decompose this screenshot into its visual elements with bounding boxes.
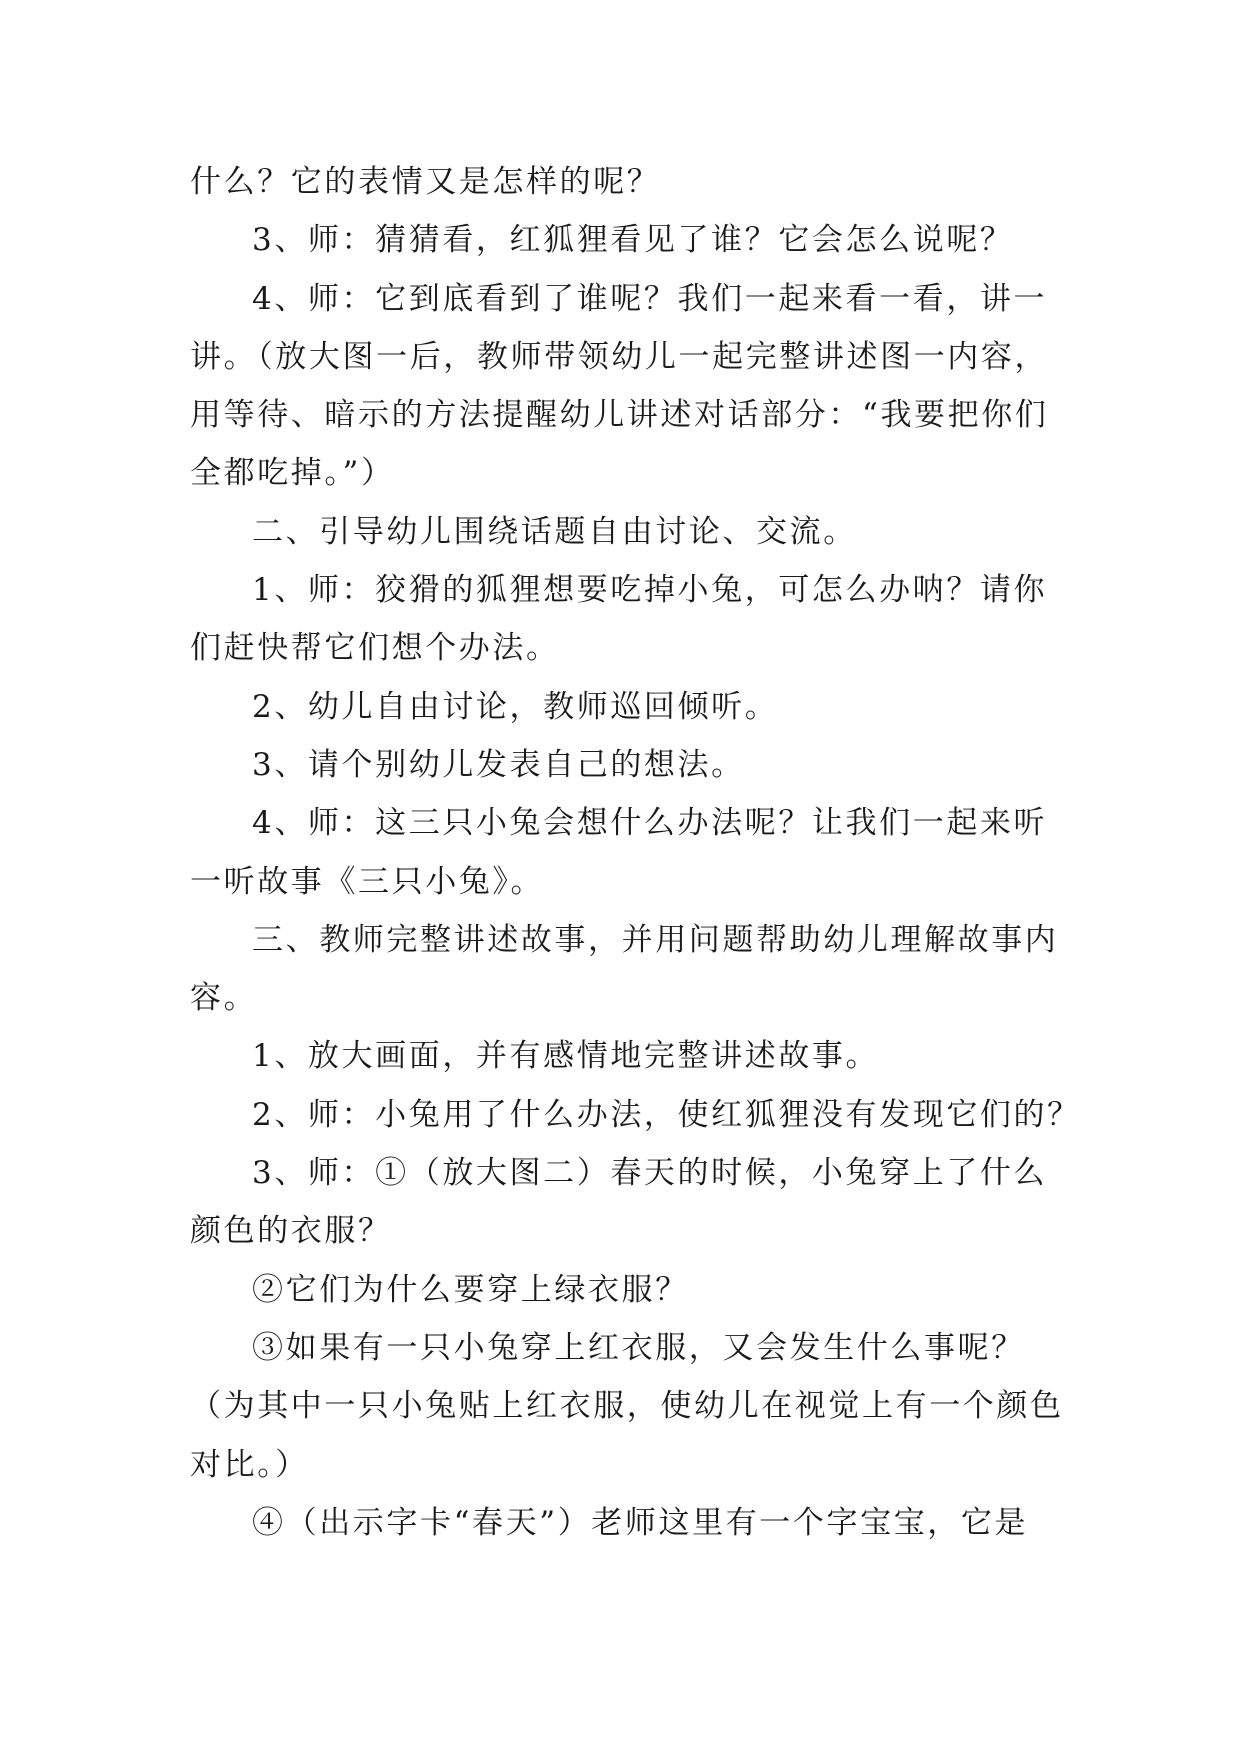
text-line: 什么？它的表情又是怎样的呢？ — [190, 164, 661, 200]
text-line: ②它们为什么要穿上绿衣服？ — [252, 1271, 689, 1308]
text-line: 讲。（放大图一后，教师带领幼儿一起完整讲述图一内容， — [190, 338, 1049, 375]
text-line: 2、幼儿自由讨论，教师巡回倾听。 — [252, 688, 779, 725]
text-line: 3、请个别幼儿发表自己的想法。 — [252, 746, 745, 783]
text-line: 4、师：它到底看到了谁呢？我们一起来看一看，讲一 — [252, 280, 1048, 317]
section-heading: 二、引导幼儿围绕话题自由讨论、交流。 — [252, 513, 857, 550]
text-line: 3、师：①（放大图二）春天的时候，小兔穿上了什么 — [252, 1155, 1048, 1192]
text-line: 1、师：狡猾的狐狸想要吃掉小兔，可怎么办呐？请你 — [252, 572, 1048, 609]
text-line: 容。 — [190, 980, 258, 1017]
text-line: 2、师：小兔用了什么办法，使红狐狸没有发现它们的？ — [252, 1096, 1081, 1133]
text-line: 一听故事《三只小兔》。 — [190, 863, 545, 900]
text-line: ④（出示字卡“春天”）老师这里有一个字宝宝，它是 — [252, 1504, 1029, 1541]
text-line: ③如果有一只小兔穿上红衣服，又会发生什么事呢？ — [252, 1329, 1025, 1366]
text-line: 颜色的衣服？ — [190, 1213, 392, 1250]
text-line: 对比。） — [190, 1446, 309, 1483]
text-line: 们赶快帮它们想个办法。 — [190, 630, 560, 667]
text-line: 用等待、暗示的方法提醒幼儿讲述对话部分：“我要把你们 — [190, 397, 1049, 434]
document-body — [190, 153, 1081, 1552]
text-line: 1、放大画面，并有感情地完整讲述故事。 — [252, 1038, 880, 1075]
text-line: 全都吃掉。”） — [190, 455, 395, 492]
section-heading: 三、教师完整讲述故事，并用问题帮助幼儿理解故事内 — [252, 921, 1059, 958]
text-line: 4、师：这三只小兔会想什么办法呢？让我们一起来听 — [252, 805, 1048, 842]
text-line: 3、师：猜猜看，红狐狸看见了谁？它会怎么说呢？ — [252, 222, 1014, 259]
text-line: （为其中一只小兔贴上红衣服，使幼儿在视觉上有一个颜色 — [190, 1388, 1064, 1425]
